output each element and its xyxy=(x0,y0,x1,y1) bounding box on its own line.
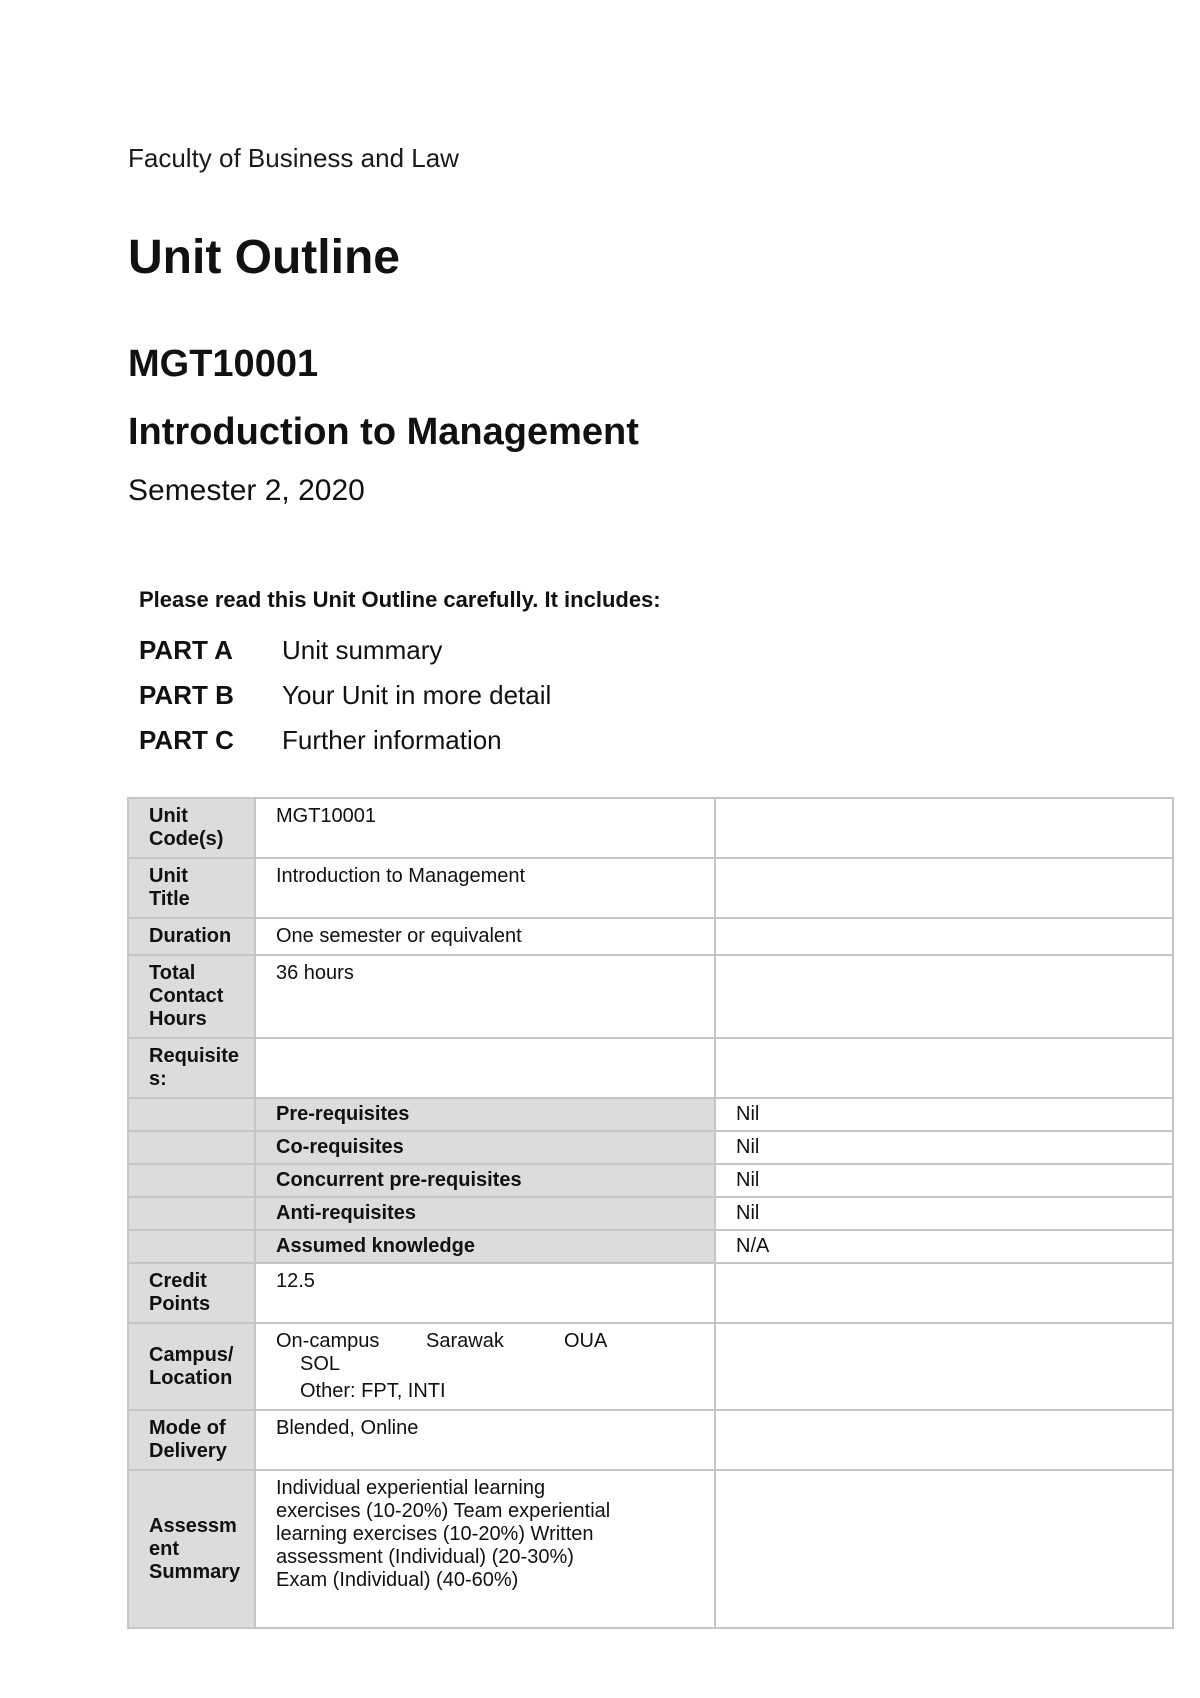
requisite-value: Nil xyxy=(715,1164,1173,1197)
row-label: Mode of Delivery xyxy=(128,1410,255,1470)
empty-cell xyxy=(715,1410,1173,1470)
requisite-value: Nil xyxy=(715,1098,1173,1131)
assessment-line: exercises (10-20%) Team experiential xyxy=(276,1500,611,1522)
empty-cell xyxy=(715,798,1173,858)
campus-option: OUA xyxy=(564,1330,608,1352)
empty-cell xyxy=(715,1470,1173,1628)
part-value: Further information xyxy=(282,725,502,755)
row-label: Requisite s: xyxy=(128,1038,255,1098)
requisite-name: Co-requisites xyxy=(255,1131,715,1164)
row-value: Blended, Online xyxy=(255,1410,715,1470)
campus-other: Other: FPT, INTI xyxy=(300,1380,446,1402)
table-row xyxy=(128,858,1173,918)
empty-cell xyxy=(128,1197,255,1230)
campus-options xyxy=(255,1323,715,1410)
assessment-line: assessment (Individual) (20-30%) xyxy=(276,1546,574,1568)
empty-cell xyxy=(128,1164,255,1197)
campus-option: SOL xyxy=(300,1353,341,1375)
empty-cell xyxy=(128,1131,255,1164)
row-value: MGT10001 xyxy=(255,798,715,858)
table-row xyxy=(128,1470,1173,1628)
intro-text: Please read this Unit Outline carefully. It includes: xyxy=(139,587,661,612)
assessment-summary xyxy=(255,1470,715,1628)
row-label: Credit Points xyxy=(128,1263,255,1323)
part-key: PART B xyxy=(139,680,234,710)
requisite-name: Anti-requisites xyxy=(255,1197,715,1230)
unit-name-heading: Introduction to Management xyxy=(128,411,639,453)
campus-option: Sarawak xyxy=(426,1330,504,1352)
table-row xyxy=(128,1323,1173,1410)
table-row xyxy=(128,798,1173,858)
table-row xyxy=(128,955,1173,1038)
document-title: Unit Outline xyxy=(128,231,400,284)
table-row xyxy=(128,918,1173,955)
row-label: Unit Code(s) xyxy=(128,798,255,858)
part-b-row xyxy=(139,673,551,718)
assessment-line: Individual experiential learning xyxy=(276,1477,546,1499)
empty-cell xyxy=(715,955,1173,1038)
row-value: 36 hours xyxy=(255,955,715,1038)
faculty-name: Faculty of Business and Law xyxy=(128,143,459,173)
empty-cell xyxy=(715,1263,1173,1323)
part-key: PART C xyxy=(139,725,234,755)
row-label: Duration xyxy=(128,918,255,955)
assessment-line: Exam (Individual) (40-60%) xyxy=(276,1569,519,1591)
unit-summary-table xyxy=(127,797,1174,1629)
row-value: 12.5 xyxy=(255,1263,715,1323)
row-value: One semester or equivalent xyxy=(255,918,715,955)
requisite-value: Nil xyxy=(715,1131,1173,1164)
table-row xyxy=(128,1098,1173,1131)
empty-cell xyxy=(715,918,1173,955)
table-row xyxy=(128,1197,1173,1230)
part-c-row xyxy=(139,718,551,763)
row-label: Unit Title xyxy=(128,858,255,918)
requisite-value: N/A xyxy=(715,1230,1173,1263)
assessment-line: learning exercises (10-20%) Written xyxy=(276,1523,594,1545)
campus-option: On-campus xyxy=(276,1330,380,1352)
requisite-value: Nil xyxy=(715,1197,1173,1230)
row-label: Assessm ent Summary xyxy=(128,1470,255,1628)
empty-cell xyxy=(715,858,1173,918)
row-label: Total Contact Hours xyxy=(128,955,255,1038)
table-row xyxy=(128,1263,1173,1323)
empty-cell xyxy=(128,1230,255,1263)
empty-cell xyxy=(255,1038,715,1098)
part-value: Your Unit in more detail xyxy=(282,680,552,710)
row-value: Introduction to Management xyxy=(255,858,715,918)
empty-cell xyxy=(715,1323,1173,1410)
empty-cell xyxy=(128,1098,255,1131)
row-label: Campus/ Location xyxy=(128,1323,255,1410)
table-row xyxy=(128,1131,1173,1164)
requisite-name: Concurrent pre-requisites xyxy=(255,1164,715,1197)
requisite-name: Pre-requisites xyxy=(255,1098,715,1131)
requisite-name: Assumed knowledge xyxy=(255,1230,715,1263)
campus-options-line xyxy=(276,1330,694,1353)
table-row xyxy=(128,1410,1173,1470)
parts-list xyxy=(139,628,551,763)
semester-label: Semester 2, 2020 xyxy=(128,474,365,507)
part-key: PART A xyxy=(139,635,233,665)
table-row xyxy=(128,1230,1173,1263)
empty-cell xyxy=(715,1038,1173,1098)
unit-code-heading: MGT10001 xyxy=(128,343,319,385)
part-a-row xyxy=(139,628,551,673)
table-row xyxy=(128,1038,1173,1098)
part-value: Unit summary xyxy=(282,635,443,665)
table-row xyxy=(128,1164,1173,1197)
